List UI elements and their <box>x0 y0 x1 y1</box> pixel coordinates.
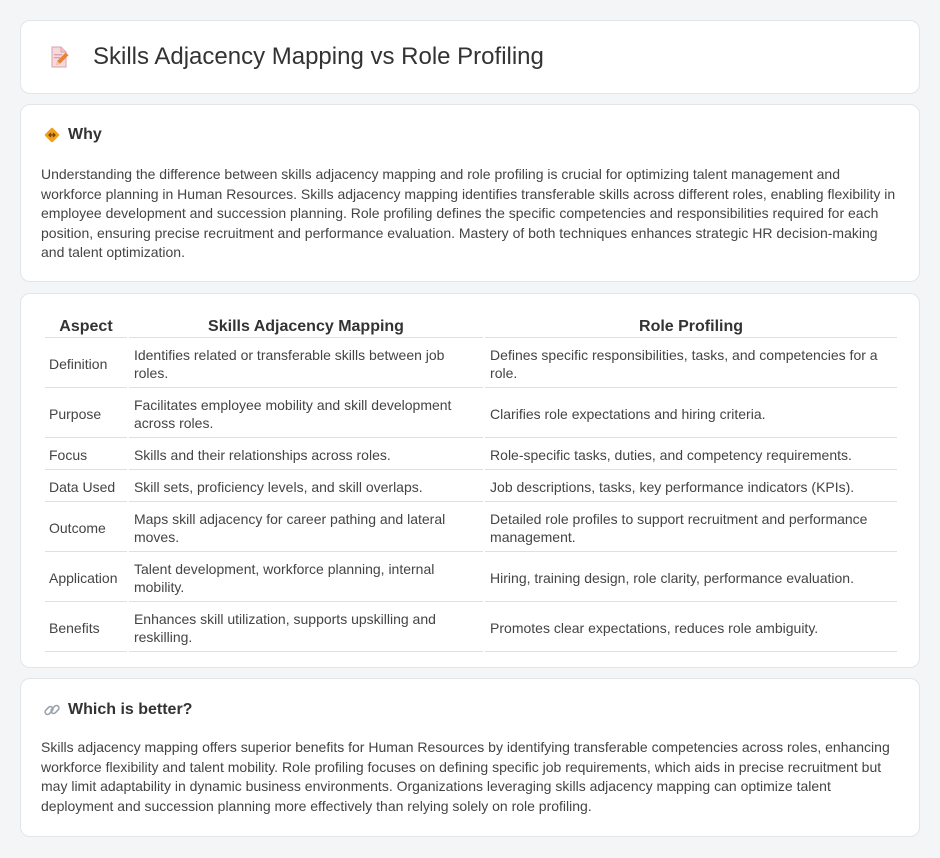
row-role-cell: Defines specific responsibilities, tasks, and competencies for a role. <box>485 340 897 388</box>
row-role-cell: Detailed role profiles to support recruitment and performance management. <box>485 504 897 552</box>
row-skills-cell: Talent development, workforce planning, internal mobility. <box>129 554 483 602</box>
row-role-cell: Job descriptions, tasks, key performance indicators (KPIs). <box>485 472 897 502</box>
why-title: Why <box>68 126 102 143</box>
header-aspect: Aspect <box>45 317 127 338</box>
table-row <box>45 390 897 438</box>
better-title: Which is better? <box>68 701 193 718</box>
row-aspect: Application <box>45 554 127 602</box>
which-is-better-card <box>20 678 920 837</box>
row-skills-cell: Skills and their relationships across roles. <box>129 440 483 470</box>
table-row <box>45 504 897 552</box>
row-aspect: Purpose <box>45 390 127 438</box>
diamond-arrows-icon <box>43 126 61 144</box>
row-role-cell: Clarifies role expectations and hiring criteria. <box>485 390 897 438</box>
row-role-cell: Promotes clear expectations, reduces role ambiguity. <box>485 604 897 652</box>
row-aspect: Definition <box>45 340 127 388</box>
why-card <box>20 104 920 282</box>
row-skills-cell: Skill sets, proficiency levels, and skill overlaps. <box>129 472 483 502</box>
row-skills-cell: Identifies related or transferable skills between job roles. <box>129 340 483 388</box>
row-skills-cell: Enhances skill utilization, supports upskilling and reskilling. <box>129 604 483 652</box>
row-aspect: Outcome <box>45 504 127 552</box>
table-header-row <box>45 317 897 338</box>
table-row <box>45 440 897 470</box>
title-card <box>20 20 920 94</box>
header-skills-adjacency-mapping: Skills Adjacency Mapping <box>129 317 483 338</box>
document-pencil-icon <box>47 45 71 69</box>
row-role-cell: Role-specific tasks, duties, and competency requirements. <box>485 440 897 470</box>
table-row <box>45 554 897 602</box>
why-body: Understanding the difference between skills adjacency mapping and role profiling is crucial for optimizing talent management and workforce planning in Human Resources. Skills adjacency mapping identifies transferable skills across different roles, enabling flexibility in employee development and succession planning. Role profiling defines the specific competencies and responsibilities required for each position, ensuring precise recruitment and performance evaluation. Mastery of both techniques enhances strategic HR decision-making and talent optimization. <box>41 166 896 261</box>
row-aspect: Benefits <box>45 604 127 652</box>
table-row <box>45 340 897 388</box>
link-icon <box>43 701 61 719</box>
why-heading <box>43 126 102 144</box>
row-aspect: Data Used <box>45 472 127 502</box>
row-skills-cell: Facilitates employee mobility and skill development across roles. <box>129 390 483 438</box>
table-row <box>45 604 897 652</box>
header-role-profiling: Role Profiling <box>485 317 897 338</box>
row-skills-cell: Maps skill adjacency for career pathing and lateral moves. <box>129 504 483 552</box>
better-heading <box>43 701 192 719</box>
table-row <box>45 472 897 502</box>
row-role-cell: Hiring, training design, role clarity, performance evaluation. <box>485 554 897 602</box>
row-aspect: Focus <box>45 440 127 470</box>
better-body: Skills adjacency mapping offers superior benefits for Human Resources by identifying transferable competencies across roles, enhancing workforce flexibility and talent mobility. Role profiling focuses on defining specific job requirements, which aids in precise recruitment but may limit adaptability in dynamic business environments. Organizations leveraging skills adjacency mapping can optimize talent deployment and succession planning more effectively than relying solely on role profiling. <box>41 739 890 814</box>
comparison-card <box>20 293 920 668</box>
page-title: Skills Adjacency Mapping vs Role Profiling <box>93 43 544 70</box>
comparison-table <box>43 315 899 654</box>
